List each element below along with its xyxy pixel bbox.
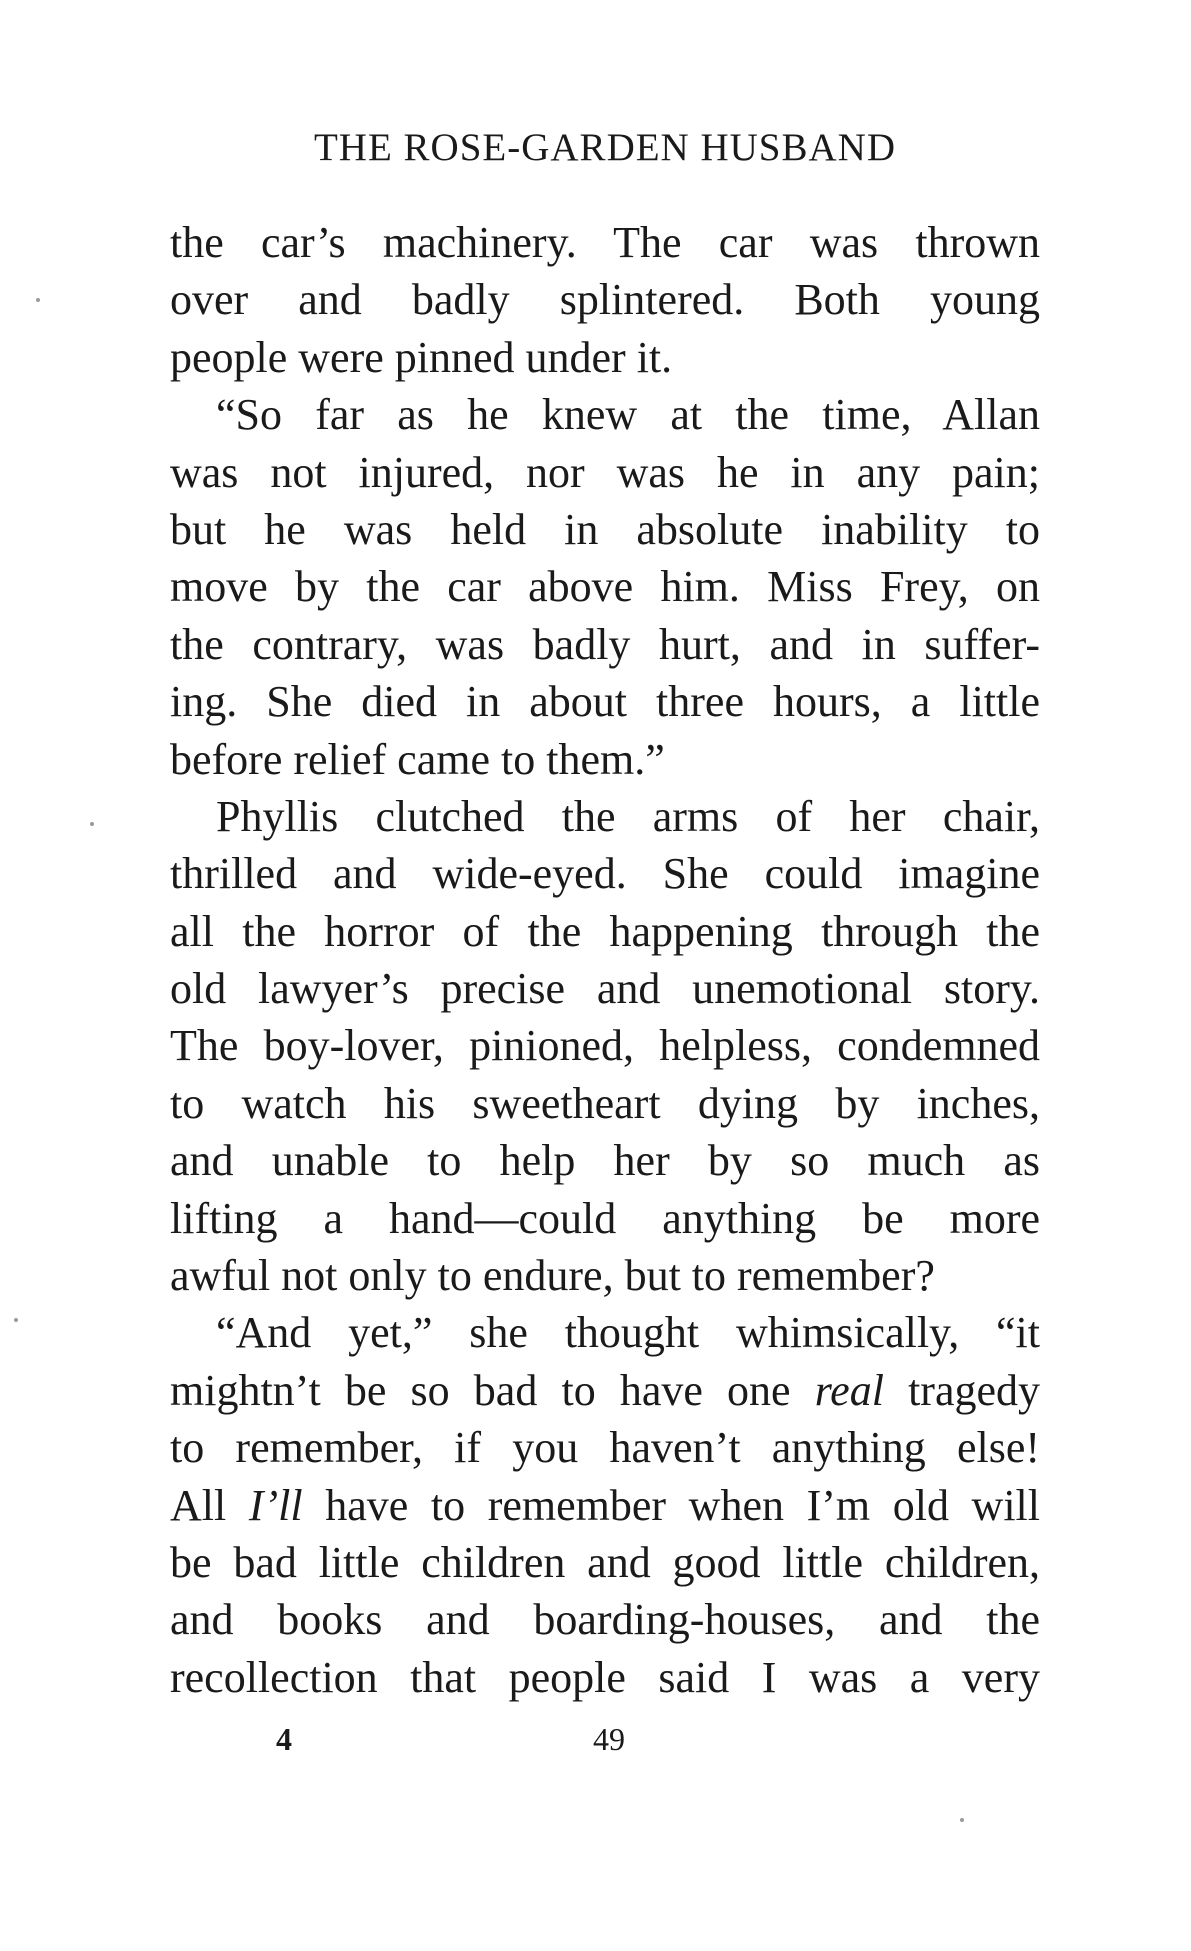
page-number: 49: [593, 1721, 625, 1757]
text-run: All: [170, 1480, 249, 1530]
text-line: move by the car above him. Miss Frey, on: [170, 562, 1040, 612]
text-line: [170, 1362, 1040, 1419]
text-run: have to remember when I’m old will: [302, 1480, 1040, 1530]
emphasis: real: [814, 1365, 884, 1415]
text-line: “So far as he knew at the time, Allan: [216, 390, 1040, 440]
text-line: The boy-lover, pinioned, helpless, condemned: [170, 1021, 1040, 1071]
text-line: old lawyer’s precise and unemotional story.: [170, 964, 1040, 1014]
text-line: all the horror of the happening through the: [170, 906, 1040, 956]
text-line: recollection that people said I was a very: [170, 1652, 1040, 1702]
paper-speck: [14, 1318, 18, 1322]
text-line: to remember, if you haven’t anything else!: [170, 1423, 1040, 1473]
text-line: was not injured, nor was he in any pain;: [170, 447, 1040, 497]
text-run: mightn’t be so bad to have one: [170, 1365, 815, 1415]
text-line: and unable to help her by so much as: [170, 1136, 1040, 1186]
text-line: the car’s machinery. The car was thrown: [170, 218, 1040, 267]
text-line: ing. She died in about three hours, a little: [170, 677, 1040, 727]
paper-speck: [90, 822, 94, 826]
text-line: lifting a hand—could anything be more: [170, 1193, 1040, 1243]
text-line: but he was held in absolute inability to: [170, 504, 1040, 554]
emphasis: I’ll: [248, 1480, 303, 1530]
text-line: before relief came to them.”: [170, 734, 665, 784]
text-run: tragedy: [883, 1365, 1040, 1415]
text-line: “And yet,” she thought whimsically, “it: [216, 1308, 1040, 1358]
body-text: [170, 214, 1040, 1706]
running-head: THE ROSE-GARDEN HUSBAND: [313, 126, 896, 169]
paper-speck: [36, 298, 40, 302]
paper-speck: [960, 1818, 964, 1822]
text-line: people were pinned under it.: [170, 332, 673, 382]
text-line: [170, 1477, 1040, 1534]
text-line: over and badly splintered. Both young: [170, 275, 1040, 325]
text-line: and books and boarding-houses, and the: [170, 1595, 1040, 1645]
text-line: to watch his sweetheart dying by inches,: [170, 1078, 1040, 1128]
text-line: thrilled and wide-eyed. She could imagine: [170, 849, 1040, 899]
text-line: the contrary, was badly hurt, and in suffer-: [170, 619, 1040, 669]
signature-mark: 4: [276, 1721, 292, 1757]
text-line: awful not only to endure, but to remember?: [170, 1251, 935, 1301]
text-line: be bad little children and good little children,: [170, 1537, 1040, 1587]
text-line: Phyllis clutched the arms of her chair,: [216, 791, 1040, 841]
